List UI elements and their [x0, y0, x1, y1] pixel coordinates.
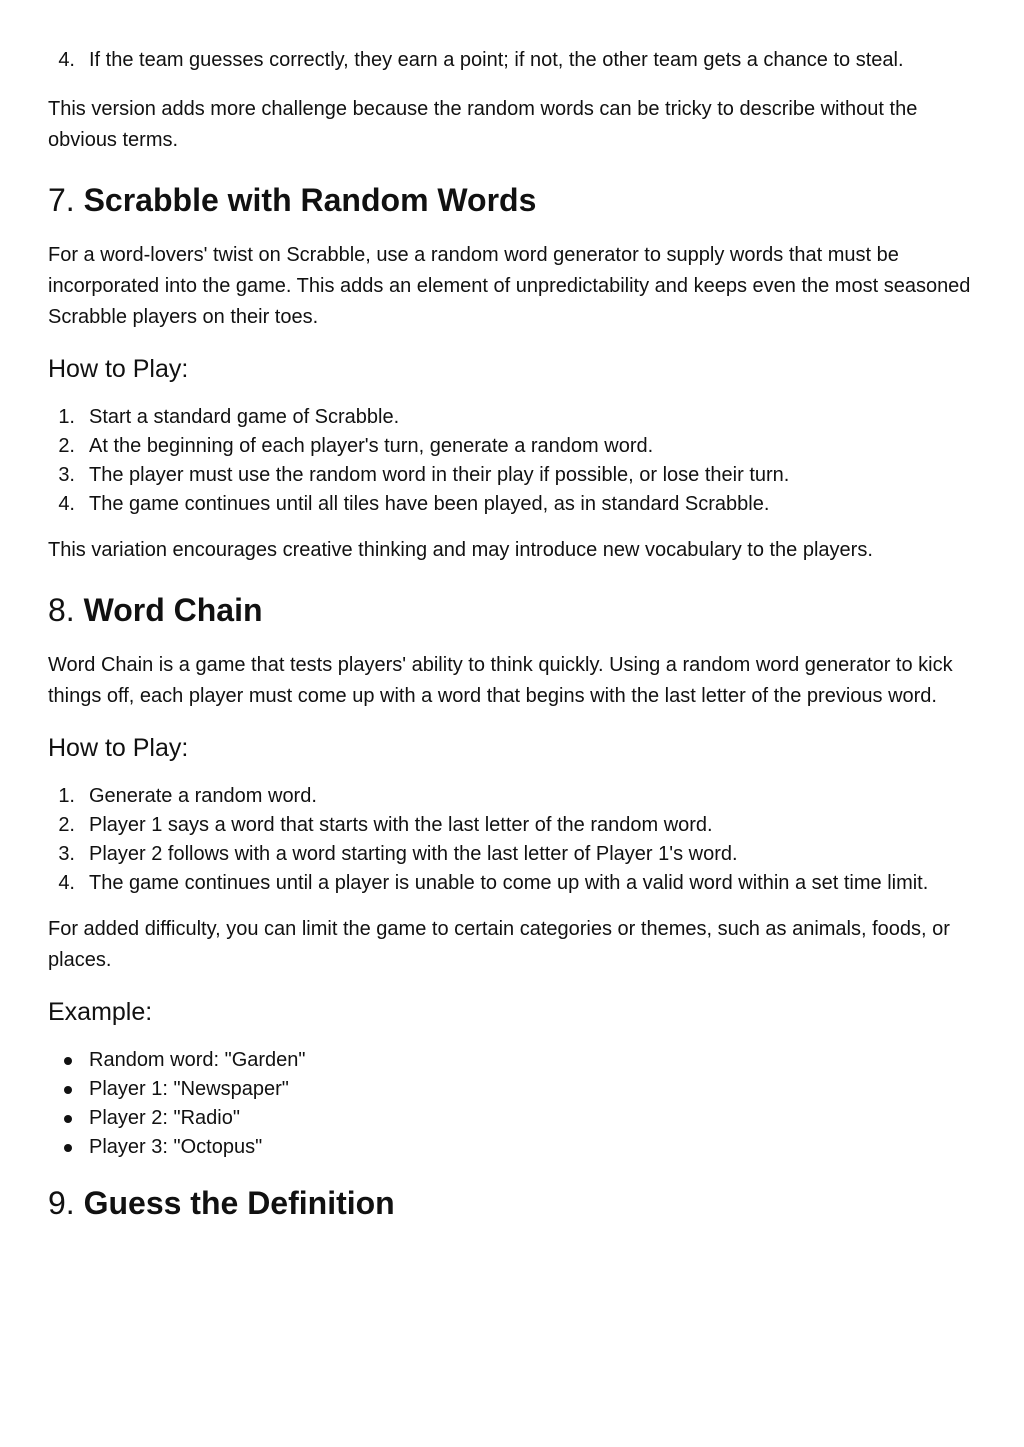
list-number: 4. [58, 872, 75, 894]
list-number: 2. [58, 435, 75, 457]
section-number: 9. [48, 1185, 75, 1221]
document-page [48, 46, 978, 1223]
example-heading: Example: [48, 998, 153, 1026]
list-item [48, 490, 978, 518]
bullet-icon [64, 1086, 72, 1094]
section-title: Scrabble with Random Words [83, 182, 537, 218]
list-item-text: Random word: "Garden" [89, 1049, 306, 1071]
list-item [48, 1133, 978, 1161]
list-item-text: Player 1: "Newspaper" [89, 1078, 289, 1100]
list-item-text: Player 3: "Octopus" [89, 1136, 263, 1158]
list-item-text: Start a standard game of Scrabble. [89, 406, 400, 428]
list-item [48, 46, 978, 74]
list-number: 4. [58, 49, 75, 71]
list-item [48, 1075, 978, 1103]
section-title: Word Chain [83, 592, 263, 628]
list-number: 1. [58, 406, 75, 428]
list-item [48, 811, 978, 839]
list-item [48, 840, 978, 868]
intro-steps-list [48, 46, 978, 74]
section-closing-paragraph: For added difficulty, you can limit the game to certain categories or themes, such as animals, foods, or places. [48, 918, 950, 971]
how-to-play-heading: How to Play: [48, 734, 189, 762]
list-item-text: Player 2 follows with a word starting with the last letter of Player 1's word. [89, 843, 738, 865]
section-heading-7 [48, 180, 978, 220]
list-item [48, 869, 978, 897]
section-heading-9 [48, 1183, 978, 1223]
bullet-icon [64, 1115, 72, 1123]
steps-list [48, 782, 978, 897]
list-number: 3. [58, 464, 75, 486]
section-title: Guess the Definition [83, 1185, 395, 1221]
list-item-text: If the team guesses correctly, they earn a point; if not, the other team gets a chance to steal. [89, 49, 904, 71]
bullet-icon [64, 1057, 72, 1065]
bullet-icon [64, 1144, 72, 1152]
list-number: 2. [58, 814, 75, 836]
list-item-text: The game continues until a player is unable to come up with a valid word within a set time limit. [89, 872, 929, 894]
section-description: For a word-lovers' twist on Scrabble, use a random word generator to supply words that must be incorporated into the game. This adds an element of unpredictability and keeps even the most seasoned Scrabble players on their toes. [48, 244, 971, 328]
list-item-text: At the beginning of each player's turn, generate a random word. [89, 435, 654, 457]
intro-closing-paragraph: This version adds more challenge because the random words can be tricky to describe without the obvious terms. [48, 98, 918, 151]
section-description: Word Chain is a game that tests players' ability to think quickly. Using a random word generator to kick things off, each player must come up with a word that begins with the last letter of the previous word. [48, 654, 953, 707]
steps-list [48, 403, 978, 518]
list-number: 4. [58, 493, 75, 515]
list-item-text: The player must use the random word in their play if possible, or lose their turn. [89, 464, 790, 486]
list-number: 3. [58, 843, 75, 865]
section-number: 7. [48, 182, 75, 218]
example-list [48, 1046, 978, 1161]
list-item [48, 403, 978, 431]
list-item-text: Player 1 says a word that starts with the last letter of the random word. [89, 814, 713, 836]
section-heading-8 [48, 590, 978, 630]
list-item [48, 782, 978, 810]
how-to-play-heading: How to Play: [48, 355, 189, 383]
list-number: 1. [58, 785, 75, 807]
list-item-text: The game continues until all tiles have been played, as in standard Scrabble. [89, 493, 770, 515]
list-item [48, 432, 978, 460]
section-closing-paragraph: This variation encourages creative thinking and may introduce new vocabulary to the players. [48, 539, 873, 561]
list-item-text: Generate a random word. [89, 785, 317, 807]
section-number: 8. [48, 592, 75, 628]
list-item [48, 1046, 978, 1074]
list-item [48, 1104, 978, 1132]
list-item-text: Player 2: "Radio" [89, 1107, 240, 1129]
list-item [48, 461, 978, 489]
